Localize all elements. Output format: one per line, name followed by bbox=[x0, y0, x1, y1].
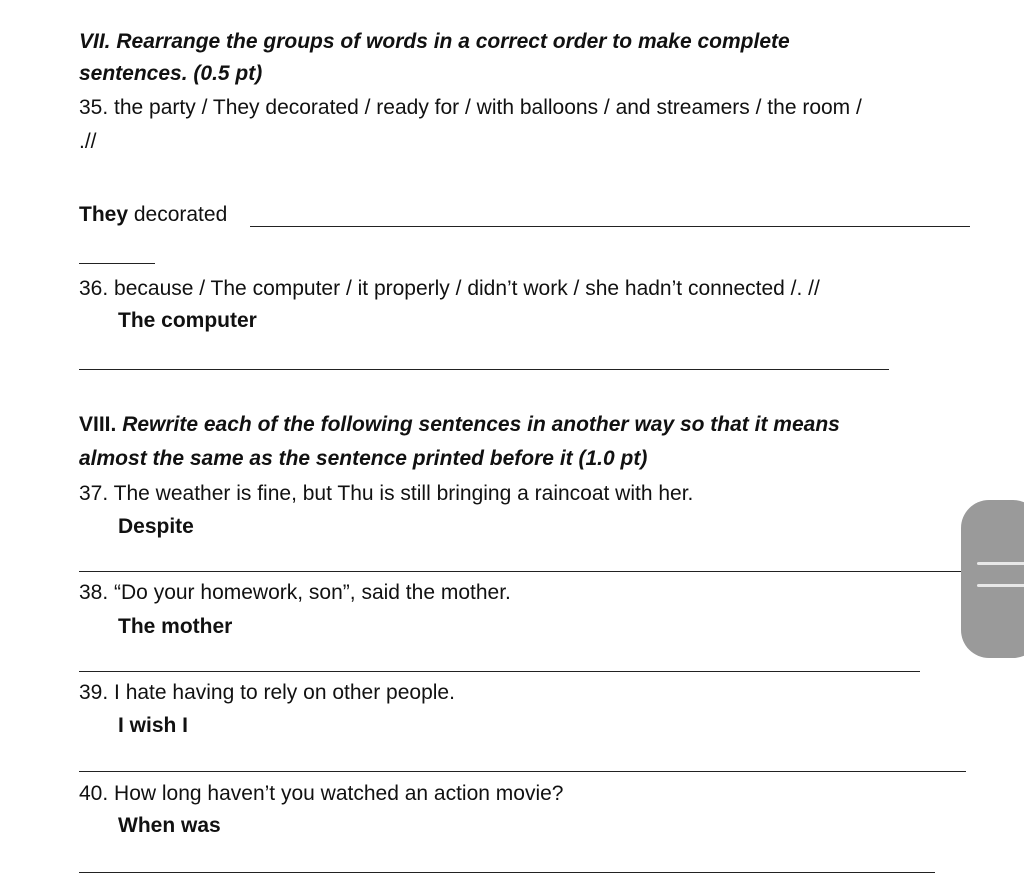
q36-answer-start: The computer bbox=[118, 309, 257, 332]
q35-answer-line-2[interactable] bbox=[79, 263, 155, 264]
q38-answer-start: The mother bbox=[118, 615, 233, 638]
section-7-title-line1: VII. Rearrange the groups of words in a correct order to make complete bbox=[79, 30, 790, 53]
section-8-title-prefix: VIII. bbox=[79, 413, 123, 436]
q37-answer-line[interactable] bbox=[79, 571, 963, 572]
q40-prompt: 40. How long haven’t you watched an action movie? bbox=[79, 782, 564, 805]
q35-prompt-line1: 35. the party / They decorated / ready for / with balloons / and streamers / the room / bbox=[79, 96, 862, 119]
section-8-title-line2: almost the same as the sentence printed before it (1.0 pt) bbox=[79, 447, 648, 470]
q35-answer-line[interactable] bbox=[250, 226, 970, 227]
q38-prompt: 38. “Do your homework, son”, said the mother. bbox=[79, 581, 511, 604]
q39-prompt: 39. I hate having to rely on other people. bbox=[79, 681, 455, 704]
section-8-title-line1 bbox=[79, 412, 840, 438]
q35-answer-rest: decorated bbox=[128, 203, 228, 226]
grip-line-icon bbox=[977, 562, 1024, 565]
q35-answer-bold: They bbox=[79, 203, 129, 226]
grip-line-icon bbox=[977, 584, 1024, 587]
section-8-title-rest: Rewrite each of the following sentences in another way so that it means bbox=[122, 413, 840, 436]
q35-prompt-line2: .// bbox=[79, 130, 97, 153]
section-7-title-line2: sentences. (0.5 pt) bbox=[79, 62, 263, 85]
q37-answer-start: Despite bbox=[118, 515, 194, 538]
q40-answer-start: When was bbox=[118, 814, 221, 837]
q35-answer-start bbox=[79, 202, 227, 228]
q36-answer-line[interactable] bbox=[79, 369, 889, 370]
scroll-handle[interactable] bbox=[961, 500, 1024, 658]
q40-answer-line[interactable] bbox=[79, 872, 935, 873]
q36-prompt: 36. because / The computer / it properly / didn’t work / she hadn’t connected /. // bbox=[79, 277, 820, 300]
q37-prompt: 37. The weather is fine, but Thu is still bringing a raincoat with her. bbox=[79, 482, 694, 505]
q39-answer-start: I wish I bbox=[118, 714, 189, 737]
q38-answer-line[interactable] bbox=[79, 671, 920, 672]
q39-answer-line[interactable] bbox=[79, 771, 966, 772]
